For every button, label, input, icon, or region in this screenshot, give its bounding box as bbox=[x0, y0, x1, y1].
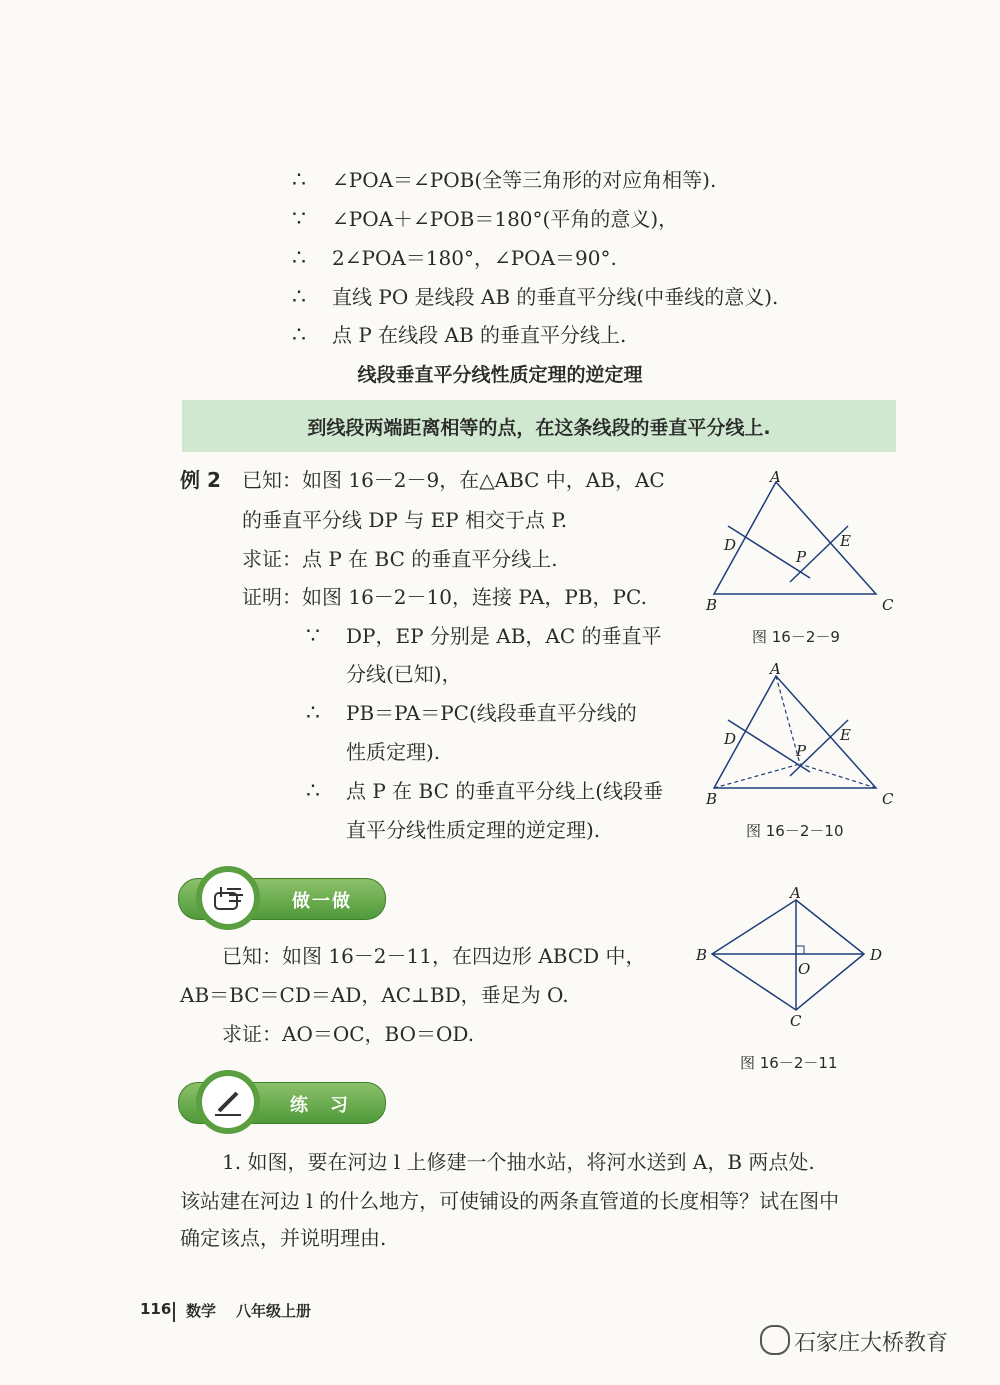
proof-line: ∴ 2∠POA＝180°，∠POA＝90°. bbox=[292, 246, 617, 271]
proof-line: ∴ 直线 PO 是线段 AB 的垂直平分线(中垂线的意义). bbox=[292, 285, 779, 310]
label-a: A bbox=[790, 886, 801, 902]
figure-caption: 图 16－2－10 bbox=[746, 822, 844, 840]
figure-16-2-11 bbox=[690, 886, 900, 1032]
activity-prove: 求证：AO＝OC，BO＝OD. bbox=[222, 1022, 475, 1046]
proof-step: ∴ PB＝PA＝PC(线段垂直平分线的 bbox=[306, 701, 637, 726]
therefore-symbol: ∴ bbox=[292, 285, 306, 310]
watermark-text: 石家庄大桥教育 bbox=[794, 1331, 949, 1356]
label-p: P bbox=[796, 548, 807, 566]
footer-divider bbox=[173, 1302, 175, 1322]
hand-icon-graphic bbox=[211, 883, 245, 913]
figure-caption: 图 16－2－11 bbox=[740, 1054, 838, 1072]
pencil-icon-graphic bbox=[211, 1087, 245, 1117]
proof-line: ∴ ∠POA＝∠POB(全等三角形的对应角相等). bbox=[292, 168, 717, 193]
example-given: 已知：如图 16－2－9，在△ABC 中，AB，AC bbox=[242, 468, 665, 492]
label-d: D bbox=[724, 536, 737, 554]
example-label: 例 2 bbox=[180, 468, 221, 492]
label-o: O bbox=[798, 960, 811, 978]
label-e: E bbox=[840, 532, 851, 550]
practice-question: 该站建在河边 l 的什么地方，可使铺设的两条直管道的长度相等？试在图中 bbox=[180, 1189, 840, 1213]
because-symbol: ∵ bbox=[292, 207, 306, 232]
practice-label-text: 练 习 bbox=[290, 1095, 350, 1116]
figure-16-2-10 bbox=[700, 660, 910, 820]
wechat-icon bbox=[760, 1325, 790, 1355]
label-d: D bbox=[870, 946, 883, 964]
activity-label-text: 做一做 bbox=[292, 891, 352, 912]
theorem-box bbox=[182, 400, 896, 452]
footer-subject: 数学 bbox=[186, 1302, 217, 1320]
example-proof: 证明：如图 16－2－10，连接 PA，PB，PC. bbox=[242, 585, 647, 609]
label-c: C bbox=[790, 1012, 802, 1030]
practice-question: 1. 如图，要在河边 l 上修建一个抽水站，将河水送到 A，B 两点处. bbox=[222, 1150, 815, 1174]
figure-caption: 图 16－2－9 bbox=[752, 628, 840, 646]
proof-step: 分线(已知)， bbox=[346, 662, 462, 686]
therefore-symbol: ∴ bbox=[292, 323, 306, 348]
proof-line: ∴ 点 P 在线段 AB 的垂直平分线上. bbox=[292, 323, 627, 348]
label-a: A bbox=[770, 660, 781, 678]
rhombus-abcd bbox=[712, 900, 864, 1010]
activity-given: AB＝BC＝CD＝AD，AC⊥BD，垂足为 O. bbox=[180, 983, 569, 1007]
practice-question: 确定该点，并说明理由. bbox=[180, 1226, 387, 1250]
footer-grade: 八年级上册 bbox=[236, 1302, 312, 1320]
label-b: B bbox=[706, 790, 718, 808]
label-b: B bbox=[706, 596, 718, 614]
example-prove: 求证：点 P 在 BC 的垂直平分线上. bbox=[242, 547, 558, 571]
label-e: E bbox=[840, 726, 851, 744]
page-number: 116 bbox=[140, 1300, 172, 1318]
segment-pb bbox=[714, 764, 800, 788]
section-heading: 线段垂直平分线性质定理的逆定理 bbox=[357, 364, 643, 386]
label-p: P bbox=[796, 742, 807, 760]
label-c: C bbox=[882, 790, 894, 808]
label-b: B bbox=[696, 946, 708, 964]
therefore-symbol: ∴ bbox=[292, 246, 306, 271]
proof-step: 性质定理). bbox=[346, 740, 441, 764]
proof-step: ∴ 点 P 在 BC 的垂直平分线上(线段垂 bbox=[306, 779, 664, 804]
label-c: C bbox=[882, 596, 894, 614]
therefore-symbol: ∴ bbox=[292, 168, 306, 193]
theorem-text: 到线段两端距离相等的点，在这条线段的垂直平分线上. bbox=[307, 416, 771, 439]
example-given: 的垂直平分线 DP 与 EP 相交于点 P. bbox=[242, 508, 568, 532]
proof-step: 直平分线性质定理的逆定理). bbox=[346, 818, 601, 842]
proof-line: ∵ ∠POA＋∠POB＝180°(平角的意义)， bbox=[292, 207, 679, 232]
pencil-icon bbox=[196, 1070, 260, 1134]
label-d: D bbox=[724, 730, 737, 748]
figure-16-2-9 bbox=[700, 466, 910, 626]
right-angle-mark bbox=[796, 946, 804, 954]
hand-icon bbox=[196, 866, 260, 930]
label-a: A bbox=[770, 468, 781, 486]
proof-step: ∵ DP，EP 分别是 AB，AC 的垂直平 bbox=[306, 624, 662, 649]
activity-given: 已知：如图 16－2－11，在四边形 ABCD 中， bbox=[222, 944, 646, 968]
